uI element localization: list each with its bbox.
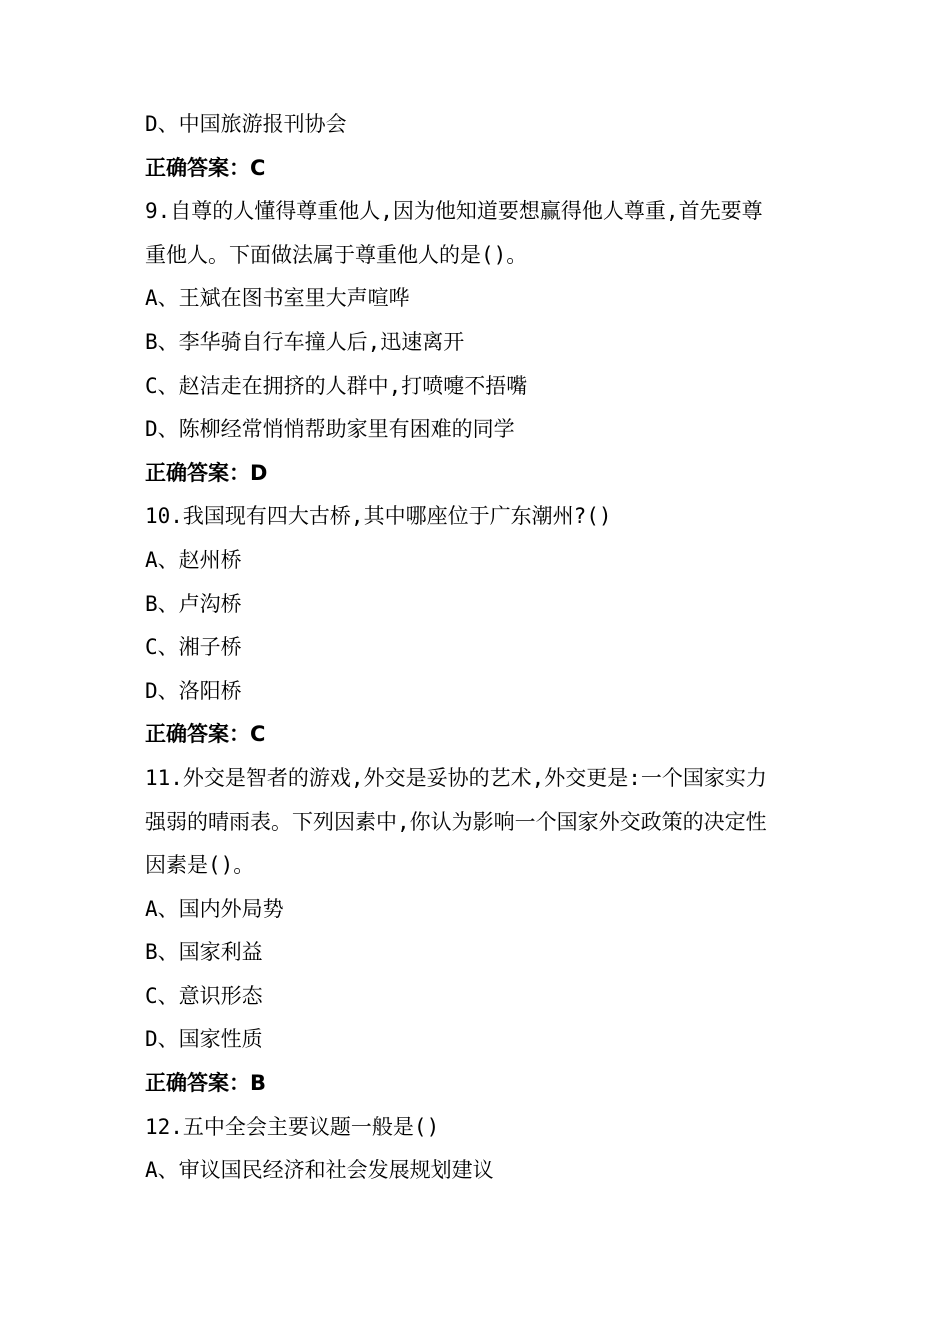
- document-body: [145, 103, 825, 1193]
- correct-answer: 正确答案：B: [145, 1071, 267, 1096]
- option-text: D、洛阳桥: [145, 678, 242, 703]
- question-text: 9.自尊的人懂得尊重他人,因为他知道要想赢得他人尊重,首先要尊: [145, 199, 763, 224]
- question-text: 11.外交是智者的游戏,外交是妥协的艺术,外交更是:一个国家实力: [145, 765, 767, 790]
- option-text: C、赵洁走在拥挤的人群中,打喷嚏不捂嘴: [145, 373, 528, 398]
- option-text: A、赵州桥: [145, 547, 242, 572]
- option-text: B、国家利益: [145, 940, 263, 965]
- question-text: 因素是()。: [145, 853, 255, 878]
- option-text: B、卢沟桥: [145, 591, 242, 616]
- question-text: 强弱的晴雨表。下列因素中,你认为影响一个国家外交政策的决定性: [145, 809, 767, 834]
- option-text: A、审议国民经济和社会发展规划建议: [145, 1158, 494, 1183]
- question-text: 重他人。下面做法属于尊重他人的是()。: [145, 242, 528, 267]
- option-text: D、中国旅游报刊协会: [145, 112, 347, 136]
- option-text: A、国内外局势: [145, 896, 284, 921]
- option-text: C、湘子桥: [145, 635, 242, 660]
- option-text: A、王斌在图书室里大声喧哗: [145, 286, 410, 311]
- option-text: C、意识形态: [145, 983, 263, 1008]
- question-text: 12.五中全会主要议题一般是(): [145, 1114, 440, 1139]
- option-text: D、陈柳经常悄悄帮助家里有困难的同学: [145, 417, 515, 442]
- correct-answer: 正确答案：C: [145, 155, 266, 180]
- option-text: B、李华骑自行车撞人后,迅速离开: [145, 329, 465, 354]
- correct-answer: 正确答案：C: [145, 722, 266, 747]
- option-text: D、国家性质: [145, 1027, 263, 1052]
- question-text: 10.我国现有四大古桥,其中哪座位于广东潮州?(): [145, 504, 612, 529]
- correct-answer: 正确答案：D: [145, 460, 268, 485]
